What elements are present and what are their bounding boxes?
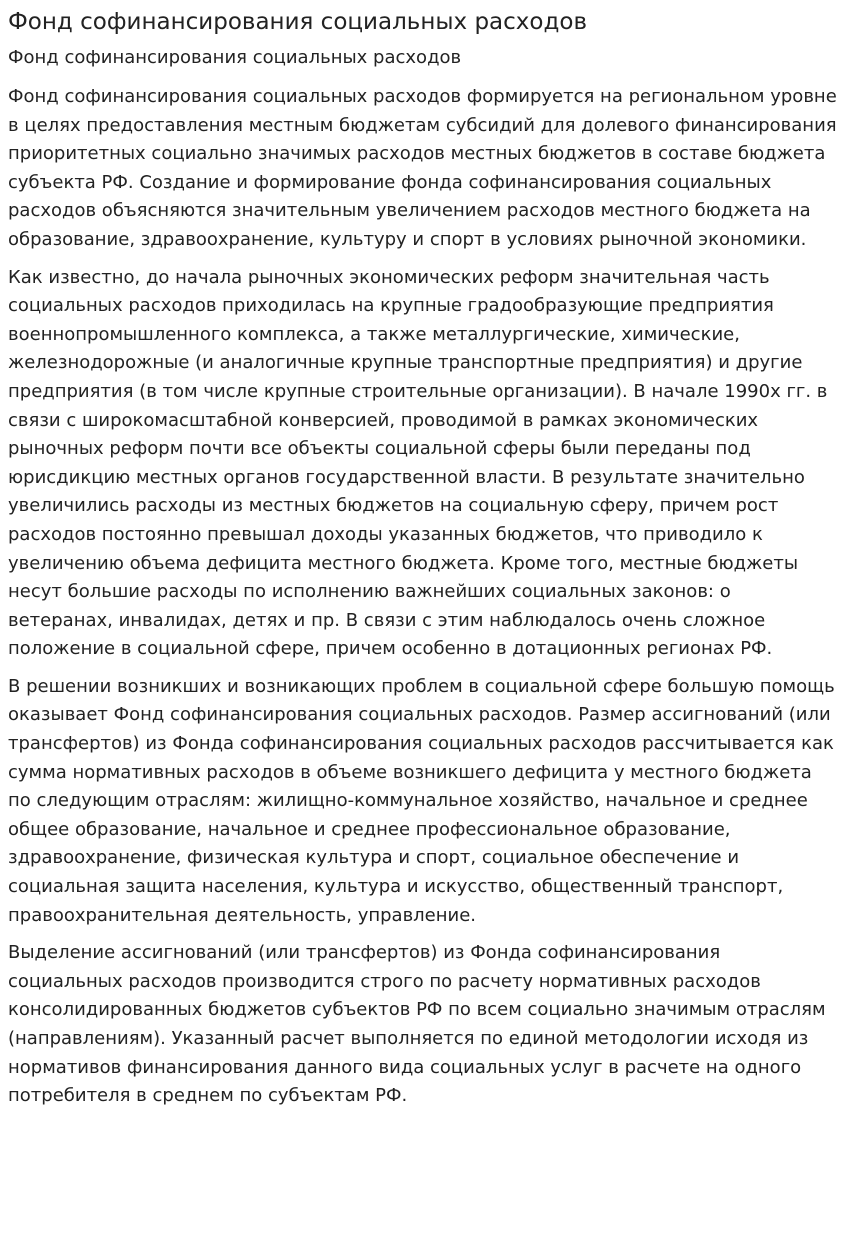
page-title: Фонд софинансирования социальных расходов	[8, 9, 588, 35]
paragraph-1: Фонд софинансирования социальных расходов формируется на региональном уровне в целях предоставления местным бюджетам субсидий для долевого финансирования приоритетных социально значимых расходов местных бюджетов в составе бюджета субъекта РФ. Создание и формирование фонда софинансирования социальных расходов объясняются значительным увеличением расходов местного бюджета на образование, здравоохранение, культуру и спорт в условиях рыночной экономики.	[8, 86, 837, 250]
paragraph-2: Как известно, до начала рыночных экономических реформ значительная часть социальных расходов приходилась на крупные градообразующие предприятия военнопромышленного комплекса, а также металлургические, химические, железнодорожные (и аналогичные крупные транспортные предприятия) и другие предприятия (в том числе крупные строительные организации). В начале 1990х гг. в связи с широкомасштабной конверсией, проводимой в рамках экономических рыночных реформ почти все объекты социальной сферы были переданы под юрисдикцию местных органов государственной власти. В результате значительно увеличились расходы из местных бюджетов на социальную сферу, причем рост расходов постоянно превышал доходы указанных бюджетов, что приводило к увеличению объема дефицита местного бюджета. Кроме того, местные бюджеты несут большие расходы по исполнению важнейших социальных законов: о ветеранах, инвалидах, детях и пр. В связи с этим наблюдалось очень сложное положение в социальной сфере, причем особенно в дотационных регионах РФ.	[8, 266, 828, 660]
paragraph-4: Выделение ассигнований (или трансфертов) из Фонда софинансирования социальных расходов производится строго по расчету нормативных расходов консолидированных бюджетов субъектов РФ по всем социально значимым отраслям (направлениям). Указанный расчет выполняется по единой методологии исходя из нормативов финансирования данного вида социальных услуг в расчете на одного потребителя в среднем по субъектам РФ.	[8, 942, 826, 1107]
page-subtitle: Фонд софинансирования социальных расходов	[8, 47, 462, 68]
paragraph-3: В решении возникших и возникающих проблем в социальной сфере большую помощь оказывает Фонд софинансирования социальных расходов. Размер ассигнований (или трансфертов) из Фонда софинансирования социальных расходов рассчитывается как сумма нормативных расходов в объеме возникшего дефицита у местного бюджета по следующим отраслям: жилищно-коммунальное хозяйство, начальное и среднее общее образование, начальное и среднее профессиональное образование, здравоохранение, физическая культура и спорт, социальное обеспечение и социальная защита населения, культура и искусство, общественный транспорт, правоохранительная деятельность, управление.	[8, 675, 835, 926]
